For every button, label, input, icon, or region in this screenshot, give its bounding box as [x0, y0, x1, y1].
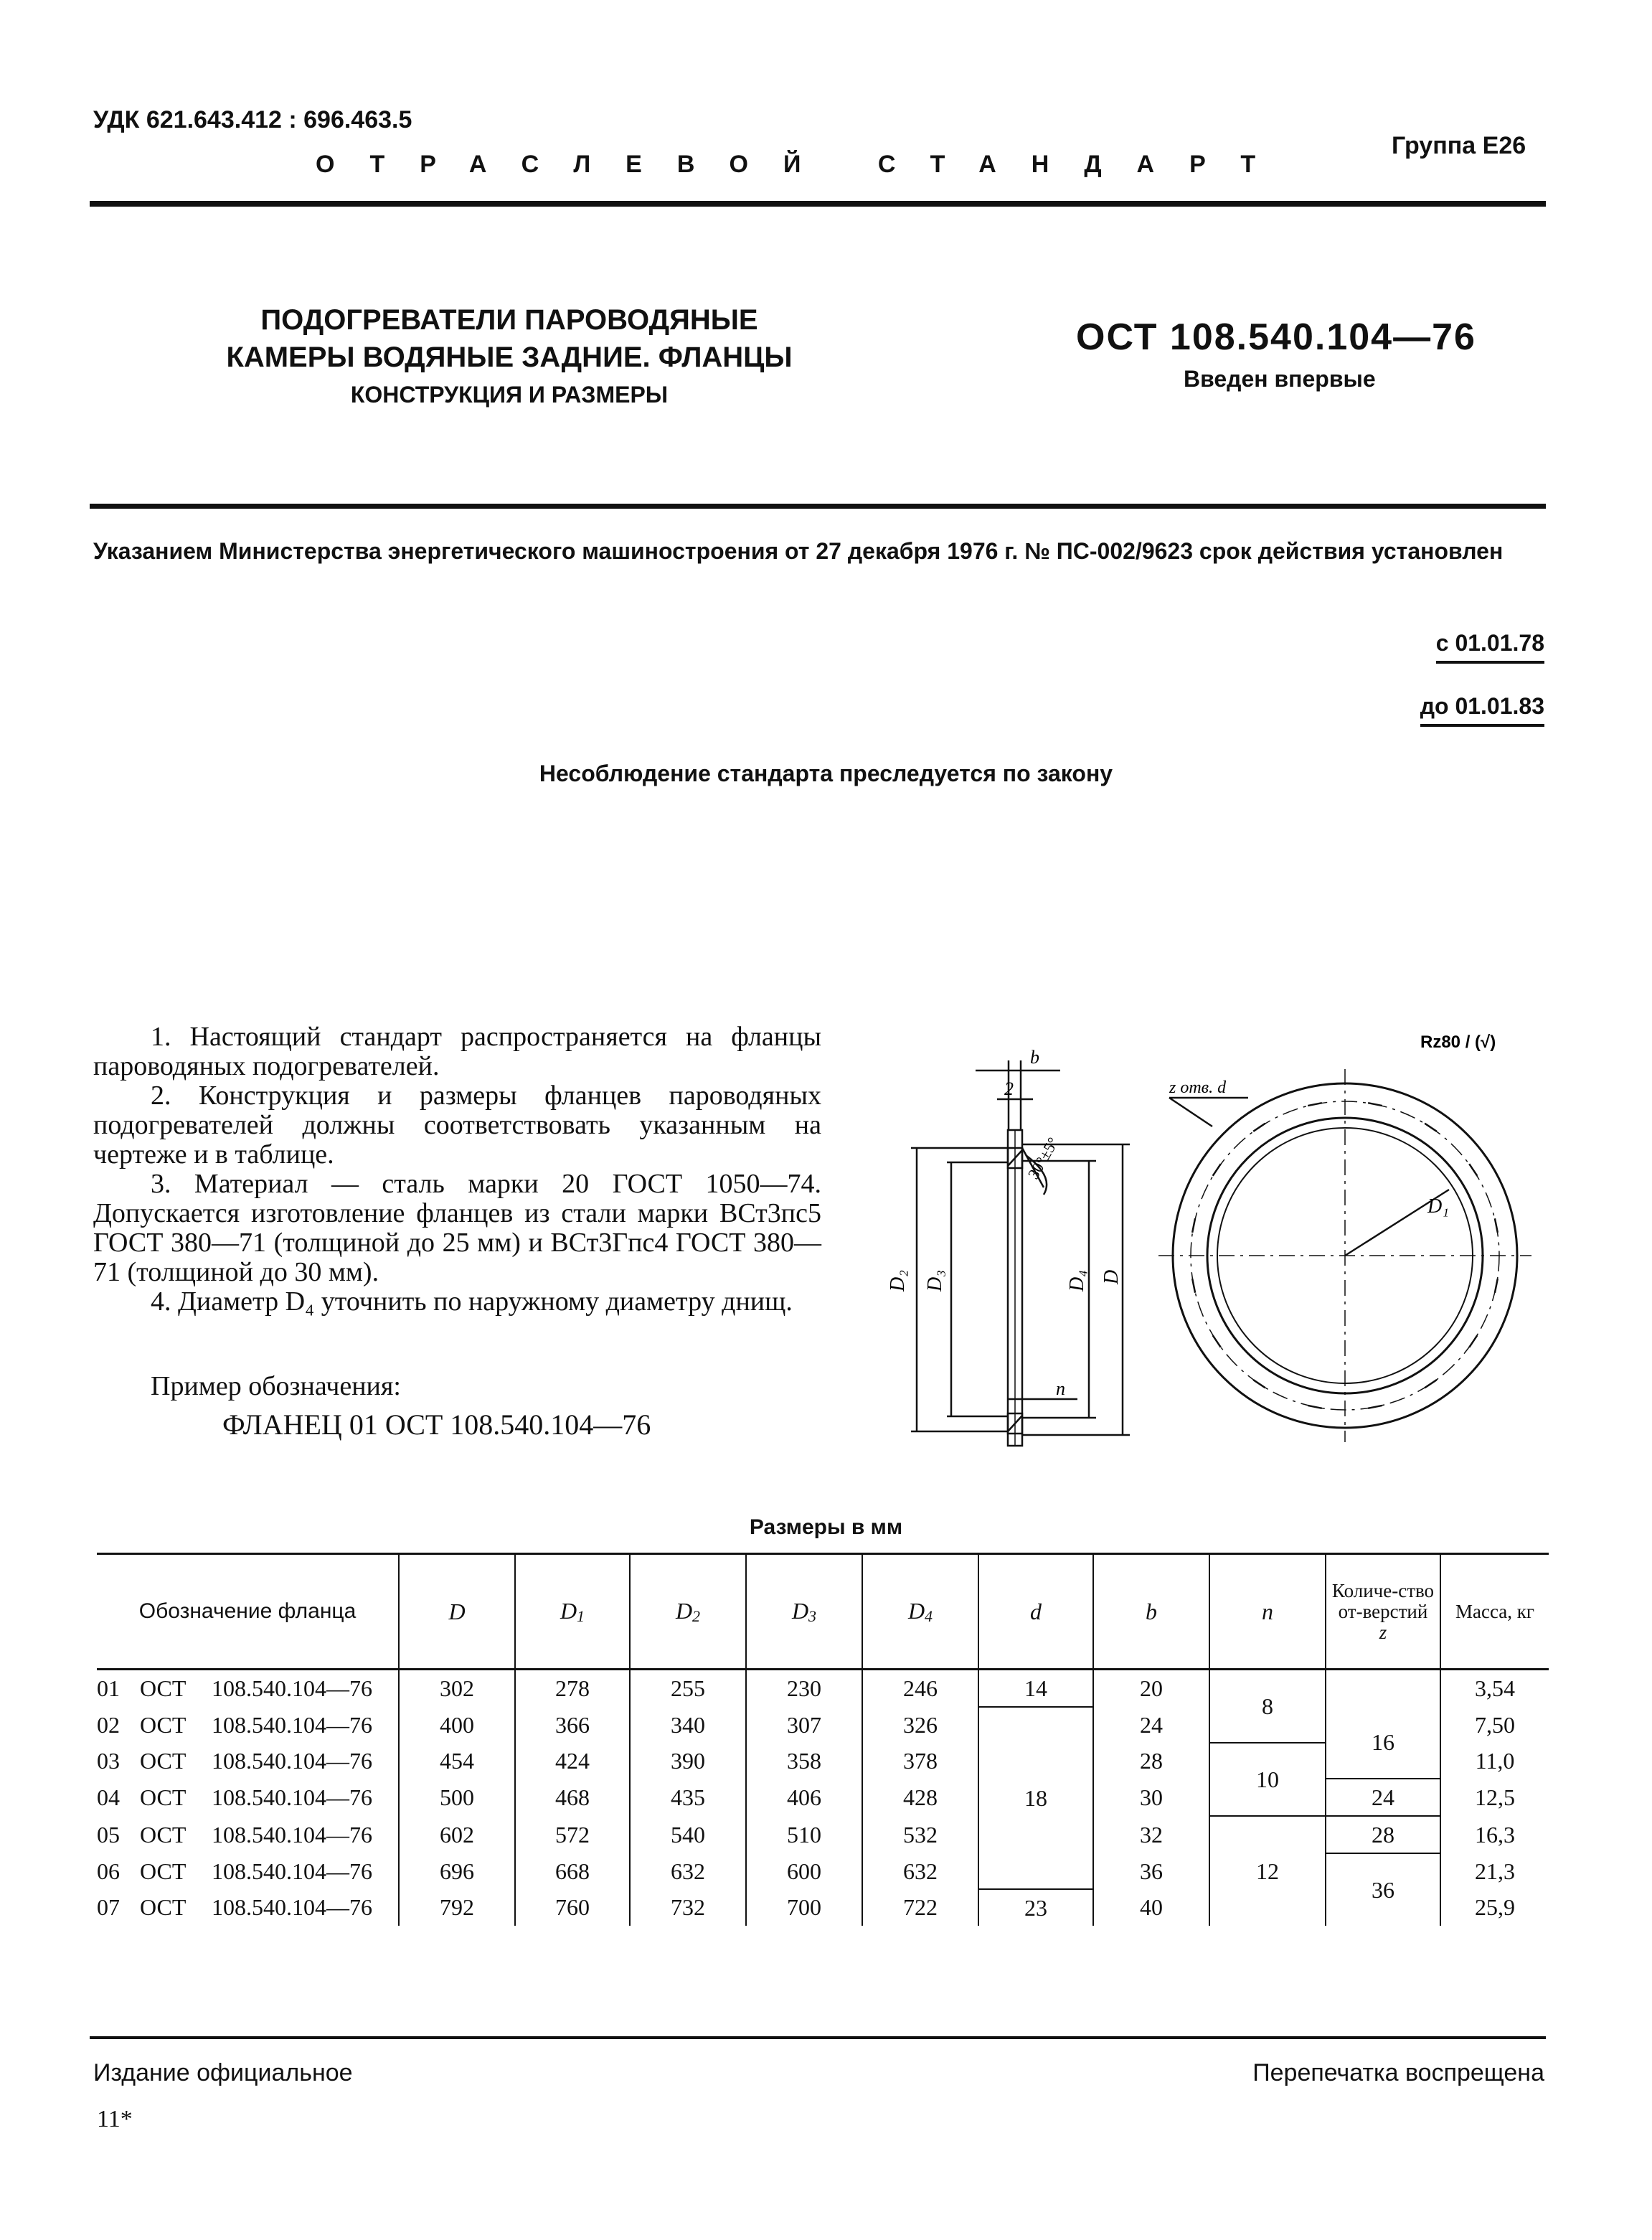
label-angle: 30°±5° [1024, 1134, 1062, 1182]
header-rule [90, 201, 1546, 207]
cell-D3: 358 [746, 1743, 862, 1779]
cell-z: 16 [1326, 1707, 1440, 1779]
paragraph-1: 1. Настоящий стандарт распространяется на фланцы пароводяных подогревателей. [93, 1022, 821, 1081]
label-D1: D₁ [1427, 1195, 1449, 1218]
cell-b: 24 [1093, 1707, 1209, 1743]
designation-num: 05 [97, 1821, 120, 1848]
table-row [97, 1779, 1549, 1816]
label-D4: D₄ [1066, 1270, 1088, 1291]
cell-D4: 722 [862, 1889, 978, 1926]
header-holes-letter: z [1379, 1621, 1387, 1643]
cell-D2: 632 [630, 1853, 746, 1889]
hole-mark [1495, 1279, 1498, 1293]
title-rule [90, 504, 1546, 509]
valid-to-text: до 01.01.83 [1420, 693, 1544, 727]
cell-D3: 230 [746, 1670, 862, 1708]
cell-mass: 16,3 [1440, 1816, 1549, 1853]
cell-D3: 307 [746, 1707, 862, 1743]
cell-D: 302 [399, 1670, 515, 1708]
cell-b: 36 [1093, 1853, 1209, 1889]
cell-b: 20 [1093, 1670, 1209, 1708]
page-number: 11* [97, 2106, 133, 2132]
cell-D2: 540 [630, 1816, 746, 1853]
designation-num: 06 [97, 1858, 120, 1884]
example-label: Пример обозначения: [151, 1371, 401, 1401]
cell-n: 10 [1209, 1743, 1326, 1816]
cell-mass: 11,0 [1440, 1743, 1549, 1779]
cell-D4: 532 [862, 1816, 978, 1853]
standard-number: ОСТ 108.540.104—76 [1076, 316, 1476, 358]
hole-mark [1469, 1164, 1477, 1176]
label-2: 2 [1004, 1078, 1014, 1099]
cell-D2: 340 [630, 1707, 746, 1743]
header-D2 [630, 1554, 746, 1670]
cell-d: 23 [978, 1889, 1093, 1926]
cell-D4: 246 [862, 1670, 978, 1708]
footer-reprint: Перепечатка воспрещена [1252, 2059, 1544, 2086]
designation-code: 108.540.104—76 [212, 1894, 372, 1920]
cell-z-empty [1326, 1670, 1440, 1708]
cell-d: 14 [978, 1670, 1093, 1708]
header-n: n [1209, 1554, 1326, 1670]
cell-n: 12 [1209, 1816, 1326, 1926]
introduction-note: Введен впервые [1184, 366, 1376, 392]
designation-ost: ОСТ [140, 1675, 187, 1701]
cell-mass: 21,3 [1440, 1853, 1549, 1889]
header-designation: Обозначение фланца [97, 1554, 399, 1670]
designation-code: 108.540.104—76 [212, 1747, 372, 1774]
cell-b: 30 [1093, 1779, 1209, 1816]
cell-n: 8 [1209, 1670, 1326, 1743]
label-D: D [1100, 1269, 1123, 1284]
dimensions-table [97, 1553, 1549, 1926]
designation-code: 108.540.104—76 [212, 1821, 372, 1848]
udk-code: УДК 621.643.412 : 696.463.5 [93, 106, 412, 133]
cell-D1: 572 [515, 1816, 630, 1853]
cell-D: 696 [399, 1853, 515, 1889]
hole-mark [1308, 1406, 1322, 1408]
label-holes: z отв. d [1169, 1078, 1227, 1097]
header-D1 [515, 1554, 630, 1670]
paragraph-2: 2. Конструкция и размеры фланцев пароводяных подогревателей должны соответствовать указанным на чертеже и в таблице. [93, 1081, 821, 1170]
hole-mark [1308, 1103, 1322, 1106]
table-caption: Размеры в мм [749, 1515, 903, 1539]
hole-mark [1368, 1406, 1382, 1408]
body-text [93, 1022, 821, 1317]
cell-D3: 700 [746, 1889, 862, 1926]
label-D3: D₃ [924, 1270, 946, 1291]
hole-mark [1368, 1103, 1382, 1106]
designation-num: 04 [97, 1784, 120, 1810]
cell-D3: 510 [746, 1816, 862, 1853]
hole-mark [1469, 1335, 1477, 1347]
hole-mark [1253, 1124, 1265, 1131]
designation-num: 01 [97, 1675, 120, 1701]
header-holes-text: Количе-ство от-верстий [1331, 1579, 1435, 1622]
cell-z: 28 [1326, 1816, 1440, 1853]
hole-mark [1192, 1218, 1195, 1233]
cell-D1: 366 [515, 1707, 630, 1743]
paragraph-4: 4. Диаметр D₄ уточнить по наружному диаметру днищ. [151, 1286, 793, 1317]
designation-cell [97, 1707, 399, 1743]
designation-cell [97, 1816, 399, 1853]
hole-mark [1425, 1380, 1437, 1388]
cell-D2: 390 [630, 1743, 746, 1779]
header-D2-main: D [675, 1597, 693, 1624]
cell-d: 18 [978, 1707, 1093, 1889]
cell-b: 32 [1093, 1816, 1209, 1853]
designation-ost: ОСТ [140, 1858, 187, 1884]
hole-mark [1495, 1218, 1498, 1233]
designation-num: 03 [97, 1747, 120, 1774]
header-D3-sub: 3 [808, 1606, 817, 1625]
designation-ost: ОСТ [140, 1821, 187, 1848]
label-b: b [1030, 1047, 1039, 1068]
hole-mark [1192, 1279, 1195, 1293]
title-line-1: ПОДОГРЕВАТЕЛИ ПАРОВОДЯНЫЕ [260, 304, 758, 336]
standard-type: ОТРАСЛЕВОЙ СТАНДАРТ [316, 151, 1291, 178]
cell-D3: 406 [746, 1779, 862, 1816]
cell-D4: 632 [862, 1853, 978, 1889]
designation-ost: ОСТ [140, 1747, 187, 1774]
footer-official: Издание официальное [93, 2059, 353, 2086]
cell-D2: 732 [630, 1889, 746, 1926]
designation-cell [97, 1779, 399, 1816]
cell-mass: 3,54 [1440, 1670, 1549, 1708]
table-row [97, 1670, 1549, 1708]
hole-mark [1213, 1335, 1221, 1347]
hole-mark [1213, 1164, 1221, 1176]
cell-b: 40 [1093, 1889, 1209, 1926]
flange-section-drawing [889, 1040, 1162, 1457]
hole-mark [1253, 1380, 1265, 1388]
cell-mass: 7,50 [1440, 1707, 1549, 1743]
cell-mass: 12,5 [1440, 1779, 1549, 1816]
designation-code: 108.540.104—76 [212, 1784, 372, 1810]
designation-cell [97, 1670, 399, 1708]
cell-z: 24 [1326, 1779, 1440, 1816]
designation-ost: ОСТ [140, 1894, 187, 1920]
example-designation: ФЛАНЕЦ 01 ОСТ 108.540.104—76 [222, 1408, 651, 1441]
table-row [97, 1707, 1549, 1743]
designation-code: 108.540.104—76 [212, 1711, 372, 1738]
cell-D: 400 [399, 1707, 515, 1743]
header-D3 [746, 1554, 862, 1670]
cell-D: 792 [399, 1889, 515, 1926]
legal-warning: Несоблюдение стандарта преследуется по закону [539, 761, 1113, 786]
header-b: b [1093, 1554, 1209, 1670]
label-n: n [1056, 1378, 1065, 1399]
cell-D1: 278 [515, 1670, 630, 1708]
header-d: d [978, 1554, 1093, 1670]
designation-ost: ОСТ [140, 1711, 187, 1738]
label-D2: D₂ [887, 1270, 909, 1291]
designation-code: 108.540.104—76 [212, 1675, 372, 1701]
valid-from [1436, 630, 1544, 664]
roughness-mark: Rz80 / (√) [1420, 1032, 1496, 1052]
designation-cell [97, 1743, 399, 1779]
cell-D4: 378 [862, 1743, 978, 1779]
designation-num: 07 [97, 1894, 120, 1920]
cell-D2: 255 [630, 1670, 746, 1708]
cell-D4: 326 [862, 1707, 978, 1743]
header-D4-main: D [907, 1597, 925, 1624]
table-row [97, 1816, 1549, 1853]
cell-D1: 468 [515, 1779, 630, 1816]
cell-b: 28 [1093, 1743, 1209, 1779]
document-title [151, 301, 868, 413]
flange-front-view [1141, 1026, 1542, 1457]
title-line-3: КОНСТРУКЦИЯ И РАЗМЕРЫ [350, 382, 669, 408]
hole-mark [1425, 1124, 1437, 1131]
cell-D1: 668 [515, 1853, 630, 1889]
valid-to [1420, 693, 1544, 727]
paragraph-3: 3. Материал — сталь марки 20 ГОСТ 1050—74. Допускается изготовление фланцев из стали марки ВСт3пс5 ГОСТ 380—71 (толщиной до 25 мм) и ВСт3Гпс4 ГОСТ 380—71 (толщиной до 30 мм). [93, 1169, 821, 1287]
cell-D1: 424 [515, 1743, 630, 1779]
header-mass: Масса, кг [1440, 1554, 1549, 1670]
header-D3-main: D [791, 1597, 809, 1624]
header-D: D [399, 1554, 515, 1670]
header-D4-sub: 4 [925, 1606, 933, 1625]
header-D4 [862, 1554, 978, 1670]
header-D1-main: D [560, 1597, 577, 1624]
cell-D: 602 [399, 1816, 515, 1853]
title-line-2: КАМЕРЫ ВОДЯНЫЕ ЗАДНИЕ. ФЛАНЦЫ [226, 342, 793, 373]
cell-D2: 435 [630, 1779, 746, 1816]
table-header-row [97, 1554, 1549, 1670]
cell-mass: 25,9 [1440, 1889, 1549, 1926]
valid-from-text: с 01.01.78 [1436, 630, 1544, 664]
designation-ost: ОСТ [140, 1784, 187, 1810]
header-holes [1326, 1554, 1440, 1670]
cell-z: 36 [1326, 1853, 1440, 1926]
cell-D: 454 [399, 1743, 515, 1779]
designation-code: 108.540.104—76 [212, 1858, 372, 1884]
footer-rule [90, 2036, 1546, 2039]
designation-cell [97, 1889, 399, 1926]
authority-statement: Указанием Министерства энергетического машиностроения от 27 декабря 1976 г. № ПС-002/9623 срок действия установлен [93, 538, 1504, 564]
group-code: Группа Е26 [1392, 132, 1526, 159]
cell-D1: 760 [515, 1889, 630, 1926]
cell-D4: 428 [862, 1779, 978, 1816]
table-row [97, 1853, 1549, 1889]
header-D1-sub: 1 [577, 1606, 585, 1625]
designation-cell [97, 1853, 399, 1889]
header-D2-sub: 2 [692, 1606, 701, 1625]
designation-num: 02 [97, 1711, 120, 1738]
cell-D: 500 [399, 1779, 515, 1816]
cell-D3: 600 [746, 1853, 862, 1889]
